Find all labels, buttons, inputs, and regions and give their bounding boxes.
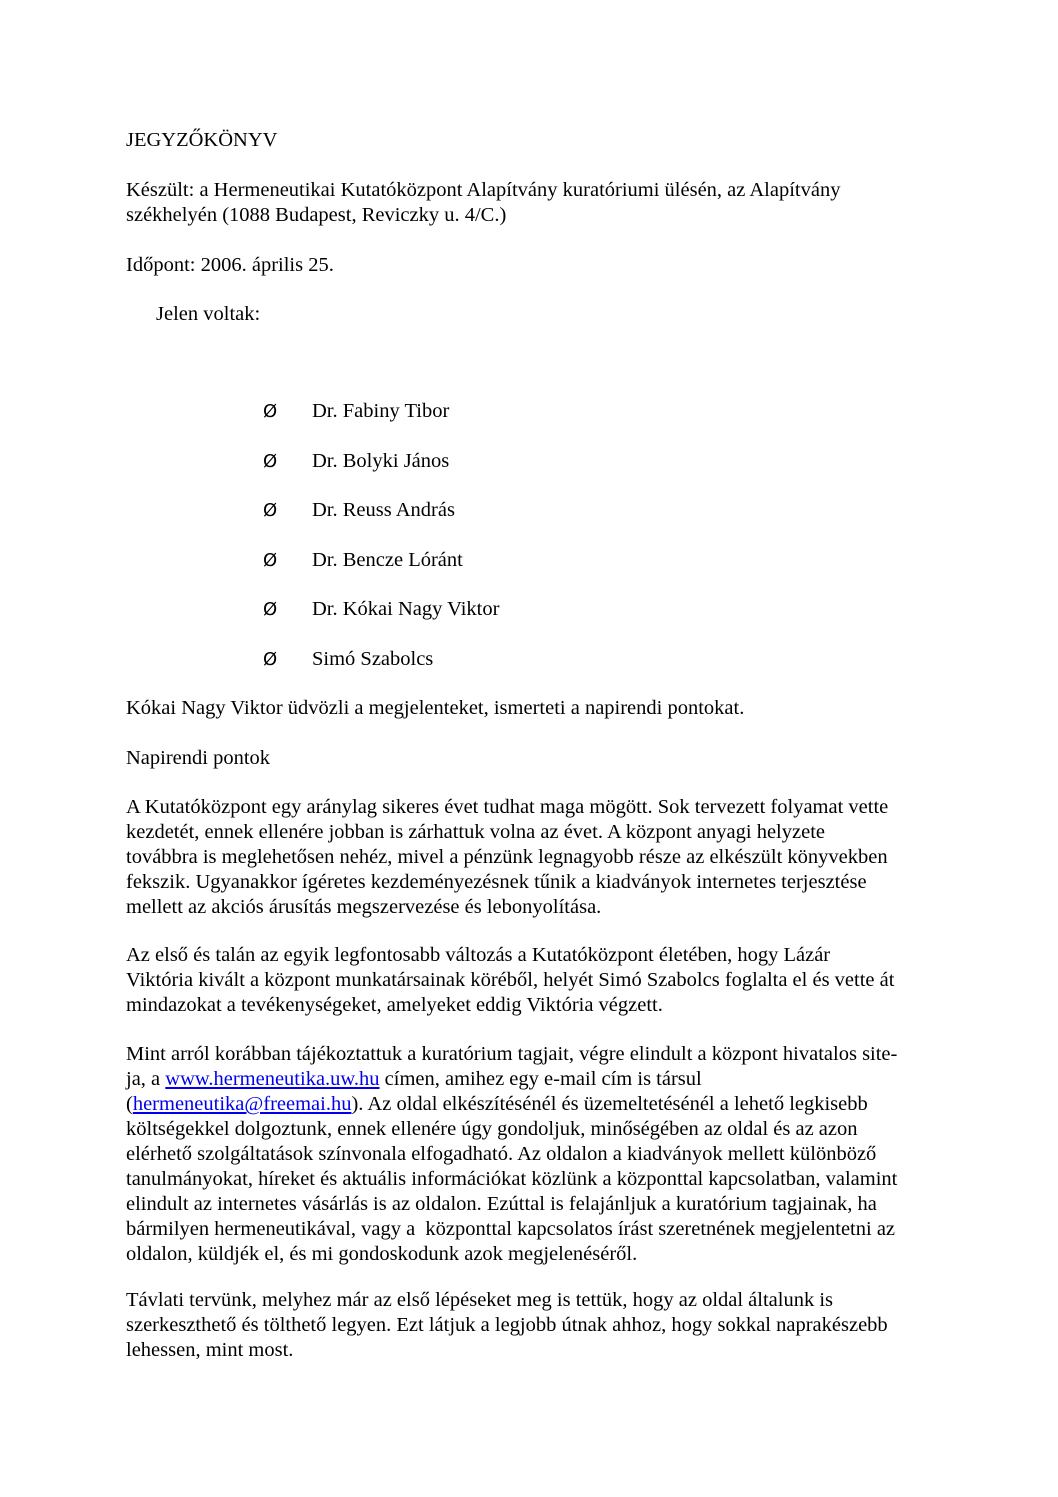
- bullet-icon: Ø: [263, 451, 278, 472]
- bullet-icon: Ø: [263, 401, 278, 422]
- paragraph-line: [126, 1092, 926, 1117]
- paragraph-line: oldalon, küldjék el, és mi gondoskodunk azok megjelenéséről.: [126, 1243, 638, 1265]
- attendee-name: Dr. Fabiny Tibor: [312, 400, 450, 422]
- paragraph-line: bármilyen hermeneutikával, vagy a központtal kapcsolatos írást szeretnének megjelentetni az: [126, 1218, 896, 1240]
- paragraph-line: mellett az akciós árusítás megszervezése és lebonyolítása.: [126, 896, 602, 918]
- attendee-name: Dr. Bolyki János: [312, 450, 450, 472]
- paragraph-line: mindazokat a tevékenységeket, amelyeket eddig Viktória végzett.: [126, 994, 663, 1016]
- bullet-icon: Ø: [263, 599, 278, 620]
- text-fragment: címen, amihez egy e-mail cím is társul: [379, 1068, 702, 1090]
- paragraph-line: fekszik. Ugyanakkor ígéretes kezdeményezésnek tűnik a kiadványok internetes terjesztése: [126, 871, 867, 893]
- intro-paragraph: [126, 178, 926, 228]
- attendee-name: Dr. Kókai Nagy Viktor: [312, 598, 500, 620]
- attendee-name: Dr. Reuss András: [312, 499, 455, 521]
- intro-line: székhelyén (1088 Budapest, Reviczky u. 4/C.): [126, 204, 507, 226]
- paragraph-2: [126, 943, 926, 1018]
- paragraph-line: [126, 1067, 926, 1092]
- text-fragment: (: [126, 1093, 133, 1115]
- attendee-item: [263, 647, 433, 672]
- website-link[interactable]: www.hermeneutika.uw.hu: [165, 1068, 380, 1090]
- bullet-icon: Ø: [263, 500, 278, 521]
- paragraph-line: Távlati tervünk, melyhez már az első lépéseket meg is tettük, hogy az oldal általunk is: [126, 1289, 834, 1311]
- paragraph-line: elérhető szolgáltatások színvonala elfogadható. Az oldalon a kiadványok mellett különböző: [126, 1143, 877, 1165]
- present-label: Jelen voltak:: [156, 303, 261, 325]
- paragraph-line: lehessen, mint most.: [126, 1339, 294, 1361]
- agenda-heading: Napirendi pontok: [126, 747, 271, 769]
- attendee-item: [263, 399, 449, 424]
- paragraph-line: A Kutatóközpont egy aránylag sikeres évet tudhat maga mögött. Sok tervezett folyamat vette: [126, 796, 889, 818]
- paragraph-line: tanulmányokat, híreket és aktuális információkat közlünk a központtal kapcsolatban, valamint: [126, 1168, 898, 1190]
- paragraph-4: [126, 1288, 926, 1363]
- welcome-line: Kókai Nagy Viktor üdvözli a megjelenteket, ismerteti a napirendi pontokat.: [126, 697, 745, 719]
- attendee-name: Dr. Bencze Lóránt: [312, 549, 463, 571]
- paragraph-line: költségekkel dolgoztunk, ennek ellenére úgy gondoljuk, minőségében az oldal és az azon: [126, 1118, 858, 1140]
- attendee-item: [263, 498, 455, 523]
- paragraph-line: Mint arról korábban tájékoztattuk a kuratórium tagjait, végre elindult a központ hivatalos site-: [126, 1043, 898, 1065]
- attendee-item: [263, 449, 449, 474]
- attendee-name: Simó Szabolcs: [312, 648, 434, 670]
- intro-line: Készült: a Hermeneutikai Kutatóközpont Alapítvány kuratóriumi ülésén, az Alapítvány: [126, 179, 841, 201]
- bullet-icon: Ø: [263, 550, 278, 571]
- email-link[interactable]: hermeneutika@freemai.hu: [132, 1093, 352, 1115]
- document-title: JEGYZŐKÖNYV: [126, 129, 278, 151]
- paragraph-line: Viktória kivált a központ munkatársainak köréből, helyét Simó Szabolcs foglalta el és vette át: [126, 969, 895, 991]
- paragraph-line: elindult az internetes vásárlás is az oldalon. Ezúttal is felajánljuk a kuratórium tagjainak, ha: [126, 1193, 877, 1215]
- attendee-item: [263, 597, 499, 622]
- paragraph-line: továbbra is meglehetősen nehéz, mivel a pénzünk legnagyobb része az elkészült könyvekben: [126, 846, 888, 868]
- bullet-icon: Ø: [263, 649, 278, 670]
- paragraph-line: szerkeszthető és tölthető legyen. Ezt látjuk a legjobb útnak ahhoz, hogy sokkal naprakészebb: [126, 1314, 888, 1336]
- paragraph-1: [126, 795, 926, 920]
- paragraph-3: [126, 1042, 926, 1267]
- text-fragment: ja, a: [126, 1068, 166, 1090]
- attendee-item: [263, 548, 463, 573]
- meeting-date: Időpont: 2006. április 25.: [126, 254, 334, 276]
- paragraph-line: kezdetét, ennek ellenére jobban is zárhattuk volna az évet. A központ anyagi helyzete: [126, 821, 825, 843]
- text-fragment: ). Az oldal elkészítésénél és üzemeltetésénél a lehető legkisebb: [351, 1093, 868, 1115]
- paragraph-line: Az első és talán az egyik legfontosabb változás a Kutatóközpont életében, hogy Lázár: [126, 944, 831, 966]
